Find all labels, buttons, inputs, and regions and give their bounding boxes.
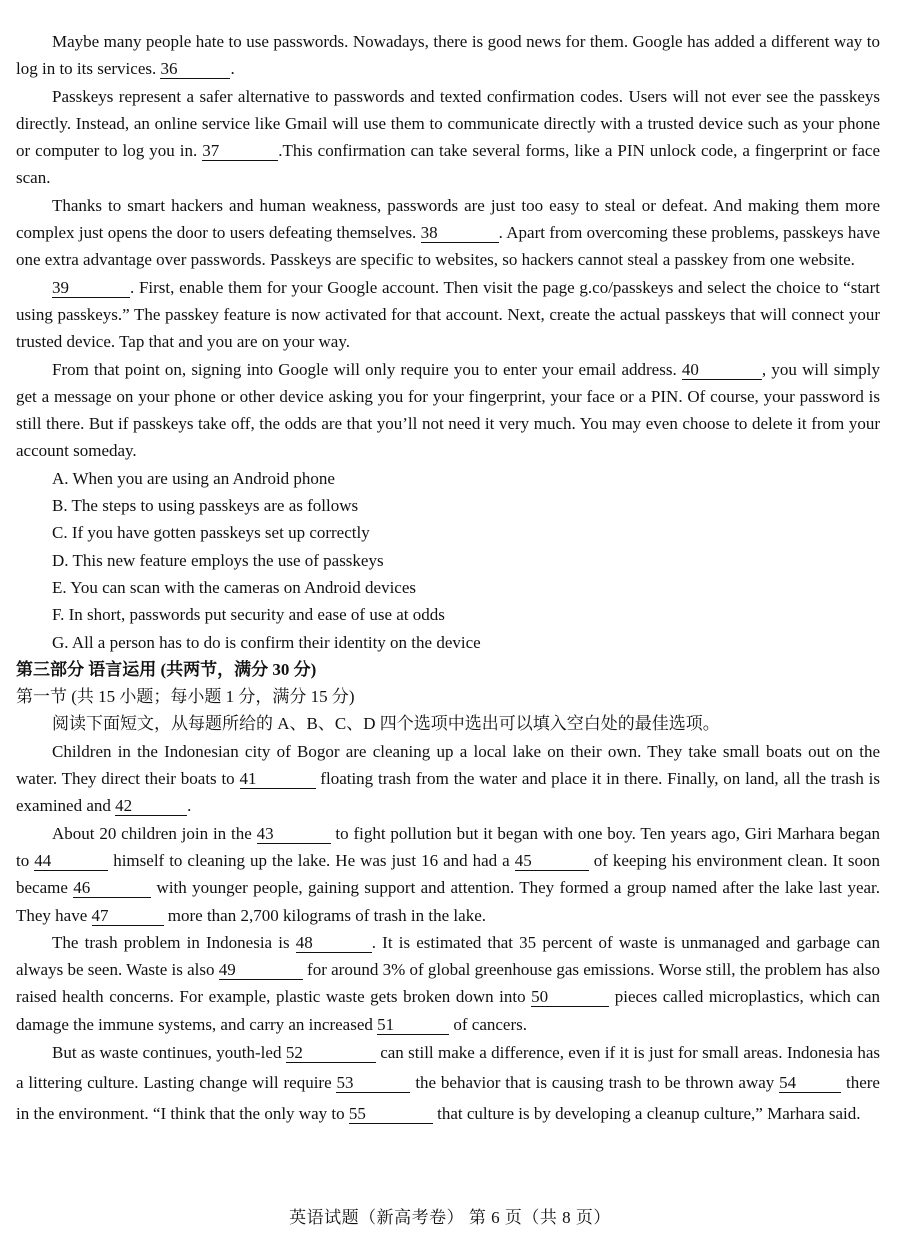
section-heading: 第一节 (共 15 小题；每小题 1 分，满分 15 分): [16, 687, 355, 707]
option-d: D. This new feature employs the use of passkeys: [52, 550, 384, 570]
exam-page: [16, 28, 880, 1129]
blank-38: 38: [421, 224, 499, 243]
text: floating trash from the water and place it in there. Finally, on land, all the trash is examined and: [16, 769, 880, 816]
blank-47: 47: [92, 907, 164, 926]
text: Passkeys represent a safer alternative to passwords and texted confirmation codes. Users will not ever see the passkeys directly. Instead, an online service like Gmail will use them to communicate directly with a trusted device such as your phone or computer to log you in.: [16, 86, 880, 161]
text: . First, enable them for your Google account. Then visit the page g.co/passkeys and select the choice to “start using passkeys.” The passkey feature is now activated for that account. Next, create the actual passkeys that will connect your trusted device. Tap that and you are on your way.: [16, 277, 880, 352]
text: more than 2,700 kilograms of trash in the lake.: [163, 905, 486, 925]
text: .: [230, 59, 235, 79]
text: for around 3% of global greenhouse gas emissions. Worse still, the problem has also raised health concerns. For example, plastic waste gets broken down into: [16, 960, 881, 1007]
text: Maybe many people hate to use passwords. Nowadays, there is good news for them. Google has added a different way to log in to its services.: [16, 32, 880, 79]
paragraph: [16, 820, 880, 929]
page-footer: 英语试题（新高考卷） 第 6 页（共 8 页）: [289, 1208, 611, 1227]
blank-55: 55: [349, 1105, 433, 1124]
text: himself to cleaning up the lake. He was just 16 and had a: [108, 850, 515, 870]
blank-53: 53: [336, 1074, 410, 1093]
paragraph: [16, 28, 880, 83]
blank-41: 41: [240, 770, 316, 789]
text: Children in the Indonesian city of Bogor are cleaning up a local lake on their own. They take small boats out on the water. They direct their boats to: [16, 741, 880, 789]
blank-50: 50: [531, 988, 609, 1007]
option-a: A. When you are using an Android phone: [52, 468, 335, 488]
option-c: C. If you have gotten passkeys set up correctly: [52, 523, 370, 543]
text: pieces called microplastics, which can damage the immune systems, and carry an increased: [16, 987, 880, 1034]
instruction: 阅读下面短文，从每题所给的 A、B、C、D 四个选项中选出可以填入空白处的最佳选项。: [52, 714, 720, 734]
paragraph: [16, 192, 880, 274]
text: that culture is by developing a cleanup culture,” Marhara said.: [432, 1103, 861, 1123]
option-list: [16, 465, 880, 656]
blank-42: 42: [115, 797, 187, 816]
blank-45: 45: [515, 852, 589, 871]
part-heading: 第三部分 语言运用 (共两节，满分 30 分): [16, 659, 317, 679]
text: , you will simply get a message on your phone or other device asking you for your fingerprint, your face or a PIN. Of course, your password is still there. But if passkeys take off, the odds are that you’ll not need it very much. You may even choose to delete it from your account someday.: [16, 359, 880, 461]
blank-39: 39: [52, 279, 130, 298]
text: can still make a difference, even if it is just for small areas. Indonesia has a littering culture. Lasting change will require: [16, 1042, 880, 1093]
text: The trash problem in Indonesia is: [52, 932, 296, 952]
blank-43: 43: [257, 825, 331, 844]
option-f: F. In short, passwords put security and ease of use at odds: [52, 605, 445, 625]
blank-51: 51: [377, 1016, 449, 1035]
text: . It is estimated that 35 percent of waste is unmanaged and garbage can always be seen. Waste is also: [16, 932, 881, 980]
text: of keeping his environment clean. It soon became: [16, 850, 880, 898]
text: About 20 children join in the: [52, 823, 257, 843]
paragraph: [16, 356, 880, 465]
text: But as waste continues, youth-led: [52, 1042, 286, 1062]
text: From that point on, signing into Google will only require you to enter your email address.: [52, 359, 682, 379]
option-g: G. All a person has to do is confirm their identity on the device: [52, 632, 481, 652]
blank-52: 52: [286, 1044, 376, 1063]
paragraph: [16, 83, 880, 192]
text: .This confirmation can take several forms, like a PIN unlock code, a fingerprint or face scan.: [16, 141, 880, 188]
blank-54: 54: [779, 1074, 841, 1093]
blank-46: 46: [73, 879, 151, 898]
blank-49: 49: [219, 961, 303, 980]
text: Thanks to smart hackers and human weakness, passwords are just too easy to steal or defeat. And making them more complex just opens the door to users defeating themselves.: [16, 195, 880, 243]
paragraph: [16, 738, 880, 820]
paragraph: [16, 929, 880, 1038]
blank-48: 48: [296, 934, 372, 953]
text: with younger people, gaining support and attention. They formed a group named after the lake last year. They have: [16, 878, 881, 925]
text: to fight pollution but it began with one boy. Ten years ago, Giri Marhara began to: [16, 823, 881, 870]
text: .: [187, 796, 192, 816]
text: . Apart from overcoming these problems, passkeys have one extra advantage over passwords. Passkeys are specific to websites, so hackers cannot steal a passkey from one website.: [16, 223, 880, 270]
blank-44: 44: [34, 852, 108, 871]
text: of cancers.: [449, 1014, 527, 1034]
option-b: B. The steps to using passkeys are as follows: [52, 496, 359, 516]
blank-37: 37: [202, 142, 278, 161]
paragraph: [16, 1038, 880, 1130]
option-e: E. You can scan with the cameras on Android devices: [52, 577, 416, 597]
text: the behavior that is causing trash to be thrown away: [410, 1073, 780, 1093]
text: there in the environment. “I think that the only way to: [16, 1073, 880, 1123]
blank-40: 40: [682, 361, 762, 380]
blank-36: 36: [160, 60, 230, 79]
paragraph: [16, 274, 880, 356]
